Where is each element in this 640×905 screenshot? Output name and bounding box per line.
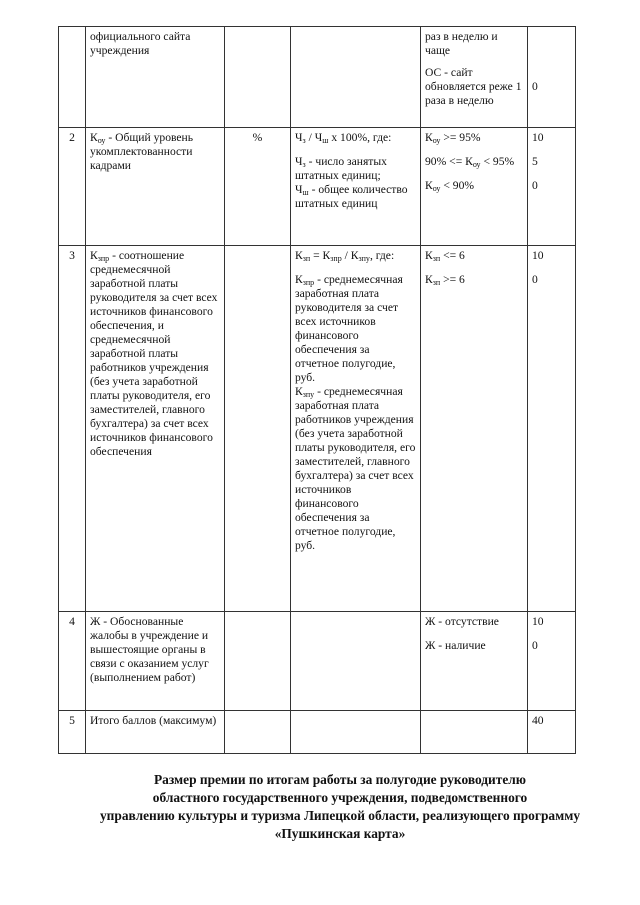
score-1: 10	[532, 131, 544, 144]
cell-unit	[225, 27, 291, 128]
table-row-3	[59, 246, 576, 612]
cell-condition	[421, 711, 528, 754]
formula-def-1: $К_{зпр}$ - среднемесячная заработная плата руководителя за счет всех источников финансового обеспечения за отчетное полугодие, руб.	[295, 273, 403, 384]
cell-formula	[291, 128, 421, 246]
cell-criterion: Итого баллов (максимум)	[86, 711, 225, 754]
cell-criterion	[86, 128, 225, 246]
condition-1: раз в неделю и чаще	[425, 30, 498, 57]
cell-unit	[225, 711, 291, 754]
score-1: 10	[532, 249, 544, 262]
cell-unit	[225, 612, 291, 711]
cell-num: 2	[59, 128, 86, 246]
criterion-text: официального сайта учреждения	[90, 30, 191, 57]
score-1: 10	[532, 615, 544, 628]
table-row-2	[59, 128, 576, 246]
formula-def-1: $Ч_з$ - число занятых штатных единиц;	[295, 155, 387, 182]
heading-line-4: «Пушкинская карта»	[274, 826, 406, 841]
cell-unit: %	[225, 128, 291, 246]
cell-num: 4	[59, 612, 86, 711]
cell-condition	[421, 27, 528, 128]
criterion-text: - Общий уровень укомплектованности кадрами	[90, 131, 194, 172]
cell-num: 5	[59, 711, 86, 754]
formula-main: $Ч_з / Ч_ш$ x 100%, где:	[295, 131, 392, 145]
cell-criterion	[86, 246, 225, 612]
score-2: 5	[532, 155, 538, 168]
condition-1: Ж - отсутствие	[425, 615, 499, 628]
cell-score: 40	[528, 711, 576, 754]
heading-line-3: управлению культуры и туризма Липецкой области, реализующего программу	[99, 808, 581, 823]
cell-num	[59, 27, 86, 128]
cell-criterion: Ж - Обоснованные жалобы в учреждение и вышестоящие органы в связи с оказанием услуг (выполнением работ)	[86, 612, 225, 711]
criteria-table	[58, 26, 576, 754]
section-heading	[40, 771, 640, 843]
condition-2: $90\% <= К_{оу} < 95\%$	[425, 155, 515, 169]
cell-score	[528, 246, 576, 612]
formula-def-2: $Ч_ш$ - общее количество штатных единиц	[295, 183, 408, 210]
score-3: 0	[532, 179, 538, 192]
cell-score	[528, 612, 576, 711]
heading-line-2: областного государственного учреждения, подведомственного	[152, 790, 528, 805]
cell-formula	[291, 612, 421, 711]
cell-condition	[421, 246, 528, 612]
formula-def-2: $К_{зпу}$ - среднемесячная заработная плата работников учреждения (без учета заработной платы руководителя, его заместителей, главного бухгалтера) за счет всех источников финансового обеспечения за отчетное полугодие, руб.	[295, 385, 416, 552]
cell-condition	[421, 612, 528, 711]
cell-formula	[291, 246, 421, 612]
table-row-4	[59, 612, 576, 711]
cell-num: 3	[59, 246, 86, 612]
cell-score	[528, 128, 576, 246]
formula-main: $К_{зп} = К_{зпр} / К_{зпу}$, где:	[295, 249, 395, 263]
cell-criterion	[86, 27, 225, 128]
score-2: 0	[532, 80, 538, 93]
condition-3: $К_{оу} < 90\%$	[425, 179, 475, 193]
cell-score	[528, 27, 576, 128]
condition-1: $К_{оу} >= 95\%$	[425, 131, 481, 145]
table-row-continuation	[59, 27, 576, 128]
score-2: 0	[532, 273, 538, 286]
criterion-text: - соотношение среднемесячной заработной платы руководителя за счет всех источников финансового обеспечения, и среднемесячной заработной платы работников учреждения (без учета заработной платы руководителя, его заместителей, главного бухгалтера) за счет всех источников финансового обеспечения	[90, 249, 218, 458]
criterion-sub: оу	[97, 136, 106, 145]
criterion-sub: зпр	[97, 254, 110, 263]
condition-2: Ж - наличие	[425, 639, 486, 652]
score-2: 0	[532, 639, 538, 652]
condition-2: ОС - сайт обновляется реже 1 раза в неделю	[425, 66, 522, 107]
table-row-5	[59, 711, 576, 754]
criterion-var: К	[90, 131, 98, 144]
heading-line-1: Размер премии по итогам работы за полугодие руководителю	[153, 772, 527, 787]
cell-unit	[225, 246, 291, 612]
cell-formula	[291, 27, 421, 128]
cell-condition	[421, 128, 528, 246]
condition-1: $К_{зп} <= 6$	[425, 249, 465, 263]
cell-formula	[291, 711, 421, 754]
condition-2: $К_{зп} >= 6$	[425, 273, 465, 287]
criterion-var: К	[90, 249, 98, 262]
